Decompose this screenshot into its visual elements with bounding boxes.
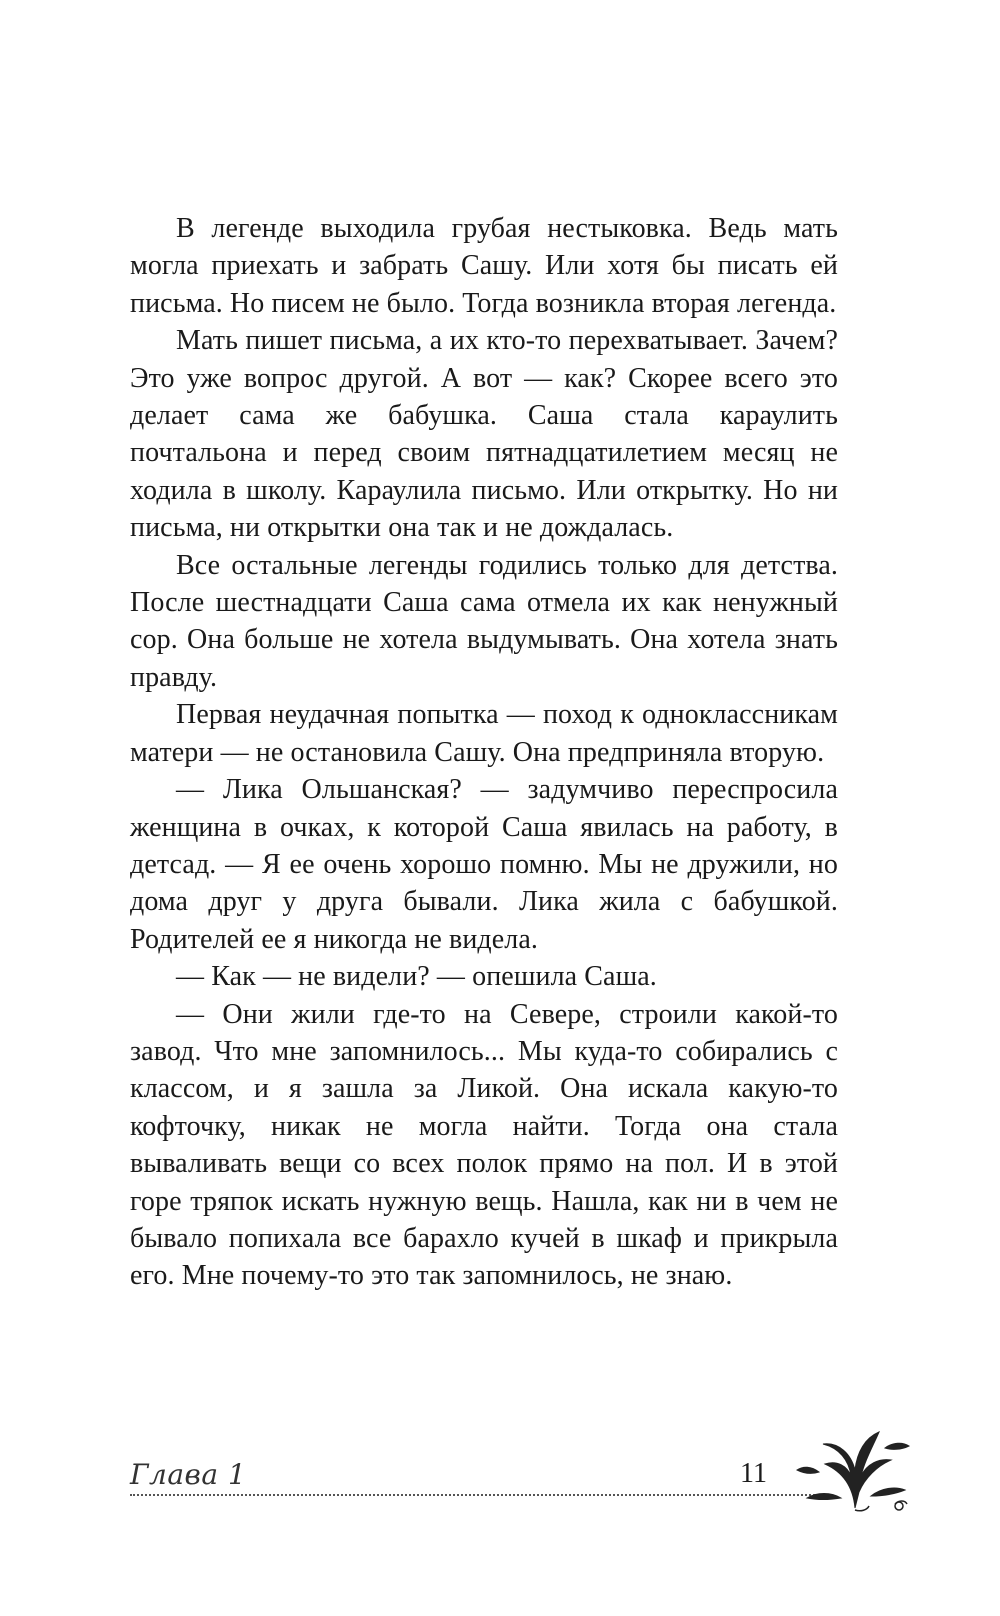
floral-ornament-icon	[795, 1426, 915, 1516]
paragraph: Мать пишет письма, а их кто-то перехватывает. Зачем? Это уже вопрос другой. А вот — как? Скорее всего это делает сама же бабушка. Саша стала караулить почтальона и перед своим пятнадцатилетием месяц не ходила в школу. Караулила письмо. Или открытку. Но ни письма, ни открытки она так и не дождалась.	[130, 325, 838, 544]
paragraph: Первая неудачная попытка — поход к одноклассникам матери — не остановила Сашу. Она предприняла вторую.	[130, 699, 838, 768]
paragraph: В легенде выходила грубая нестыковка. Ведь мать могла приехать и забрать Сашу. Или хотя бы писать ей письма. Но писем не было. Тогда возникла вторая легенда.	[130, 213, 838, 319]
page-footer	[130, 1458, 842, 1508]
page-number: 11	[740, 1458, 767, 1489]
body-text	[130, 210, 838, 1295]
chapter-label: Глава 1	[130, 1458, 247, 1491]
footer-divider	[130, 1494, 830, 1496]
paragraph: — Лика Ольшанская? — задумчиво переспросила женщина в очках, к которой Саша явилась на работу, в детсад. — Я ее очень хорошо помню. Мы не дружили, но дома друг у друга бывали. Лика жила с бабушкой. Родителей ее я никогда не видела.	[130, 774, 838, 955]
paragraph: Все остальные легенды годились только для детства. После шестнадцати Саша сама отмела их как ненужный сор. Она больше не хотела выдумывать. Она хотела знать правду.	[130, 549, 838, 693]
paragraph: — Они жили где-то на Севере, строили какой-то завод. Что мне запомнилось... Мы куда-то собирались с классом, и я зашла за Ликой. Она искала какую-то кофточку, никак не могла найти. Тогда она стала вываливать вещи со всех полок прямо на пол. И в этой горе тряпок искать нужную вещь. Нашла, как ни в чем не бывало попихала все барахло кучей в шкаф и прикрыла его. Мне почему-то это так запомнилось, не знаю.	[130, 998, 838, 1292]
paragraph: — Как — не видели? — опешила Саша.	[176, 961, 657, 993]
